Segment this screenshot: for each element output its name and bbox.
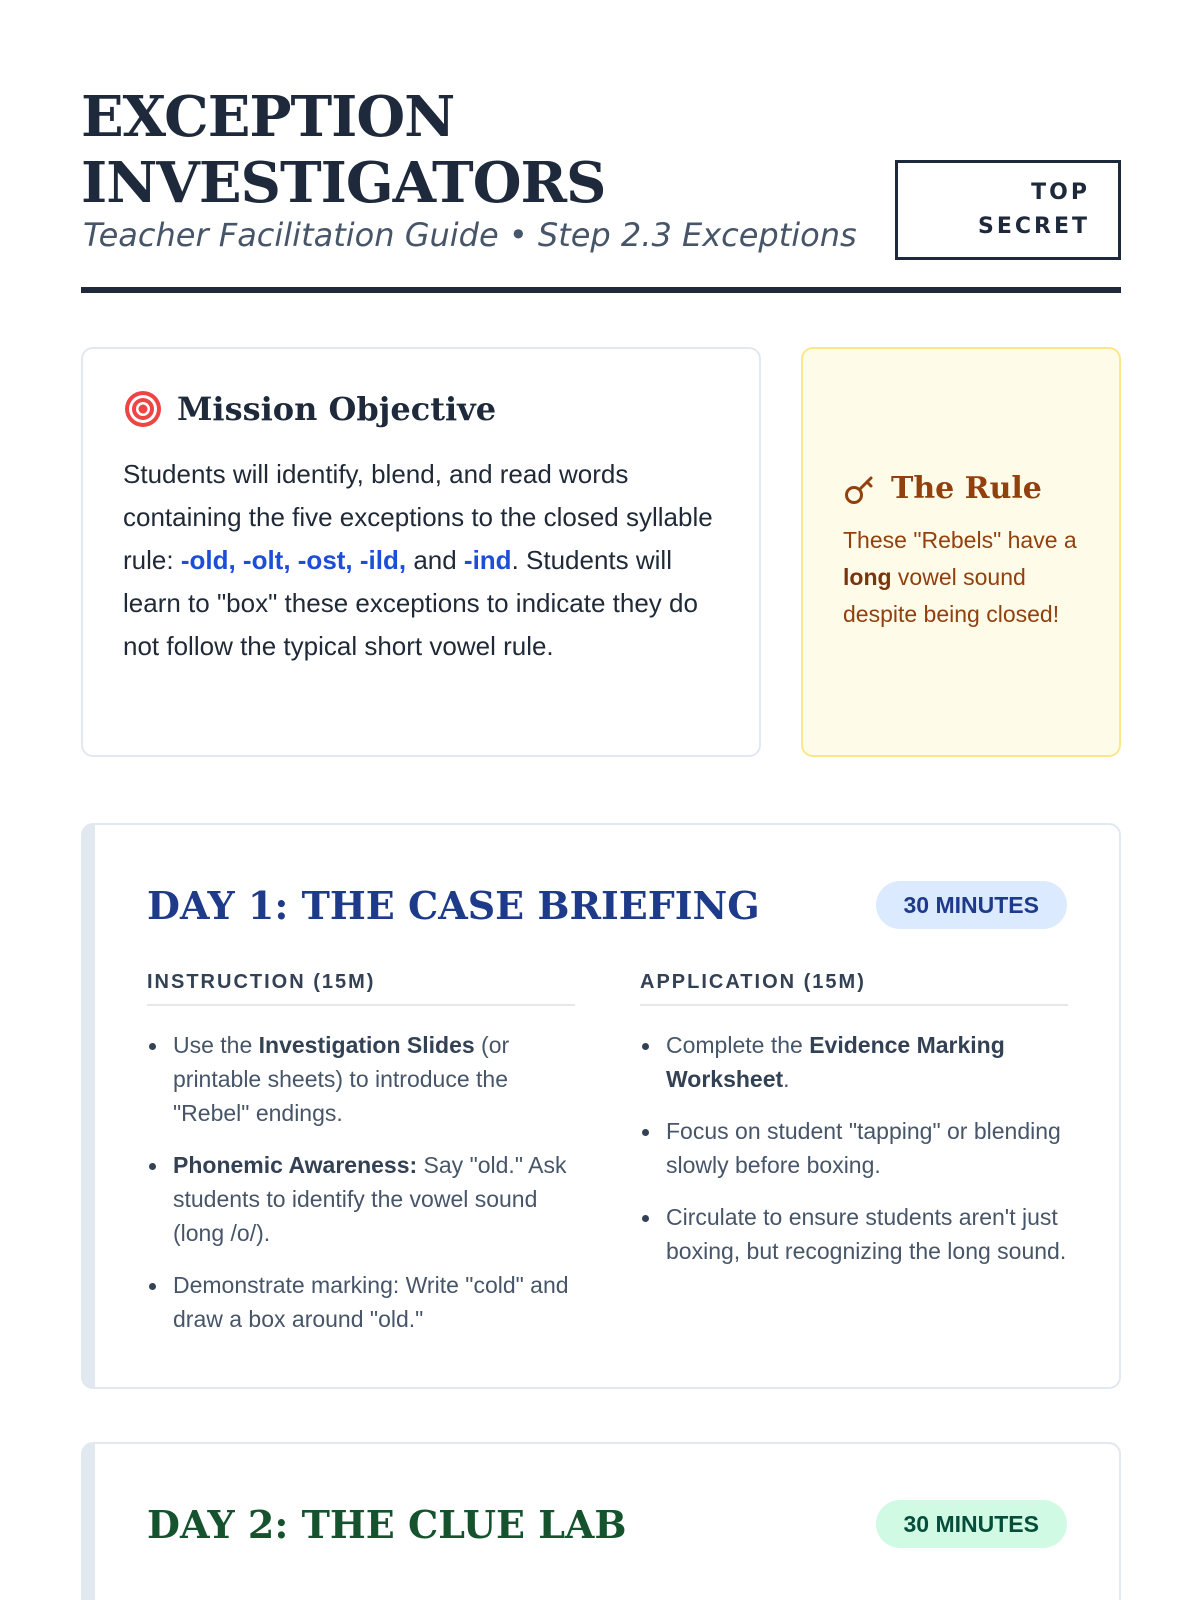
page-subtitle: Teacher Facilitation Guide • Step 2.3 Exceptions — [83, 216, 857, 254]
rule-text: These "Rebels" have a long vowel sound despite being closed! — [843, 527, 1077, 627]
list-item: Phonemic Awareness: Say "old." Ask students to identify the vowel sound (long /o/). — [147, 1148, 575, 1250]
rule-card — [801, 347, 1121, 757]
list-item: Circulate to ensure students aren't just boxing, but recognizing the long sound. — [640, 1200, 1068, 1268]
top-secret-stamp — [895, 160, 1121, 260]
list-item: Complete the Evidence Marking Worksheet. — [640, 1028, 1068, 1096]
title-line-2: INVESTIGATORS — [81, 150, 606, 216]
rule-header — [843, 471, 1079, 506]
objective-header — [123, 389, 719, 429]
application-heading: APPLICATION (15M) — [640, 971, 1068, 1006]
page-header — [81, 84, 1121, 296]
day-2-header — [147, 1500, 1067, 1548]
key-icon — [843, 472, 877, 506]
day-2-title: DAY 2: THE CLUE LAB — [147, 1501, 627, 1547]
day-1-card — [81, 823, 1121, 1389]
instruction-heading: INSTRUCTION (15M) — [147, 971, 575, 1006]
header-divider — [81, 287, 1121, 293]
stamp-line-1: TOP — [1031, 180, 1090, 205]
rule-heading: The Rule — [891, 471, 1042, 506]
day-1-application — [640, 971, 1068, 1286]
target-icon — [123, 389, 163, 429]
day-2-duration-badge: 30 MINUTES — [876, 1500, 1067, 1548]
day-1-title: DAY 1: THE CASE BRIEFING — [147, 882, 760, 928]
list-item: Focus on student "tapping" or blending slowly before boxing. — [640, 1114, 1068, 1182]
exception-ind: -ind — [463, 545, 512, 575]
mission-objective-card — [81, 347, 761, 757]
instruction-list — [147, 1028, 575, 1336]
day-1-instruction — [147, 971, 575, 1354]
exception-endings: -old, -olt, -ost, -ild, — [180, 545, 407, 575]
day-1-header — [147, 881, 1067, 929]
rule-strong: long — [843, 564, 892, 590]
stamp-line-2: SECRET — [978, 214, 1090, 239]
day-2-card — [81, 1442, 1121, 1600]
list-item: Demonstrate marking: Write "cold" and draw a box around "old." — [147, 1268, 575, 1336]
objective-heading: Mission Objective — [177, 390, 497, 428]
day-1-duration-badge: 30 MINUTES — [876, 881, 1067, 929]
list-item: Use the Investigation Slides (or printable sheets) to introduce the "Rebel" endings. — [147, 1028, 575, 1130]
application-list — [640, 1028, 1068, 1268]
title-line-1: EXCEPTION — [81, 84, 455, 150]
objective-text: Students will identify, blend, and read words containing the five exceptions to the closed syllable rule: -old, -olt, -ost, -ild, and -ind. Students will learn to "box" these exceptions to indicate they do not follow the typical short vowel rule. — [123, 459, 713, 661]
